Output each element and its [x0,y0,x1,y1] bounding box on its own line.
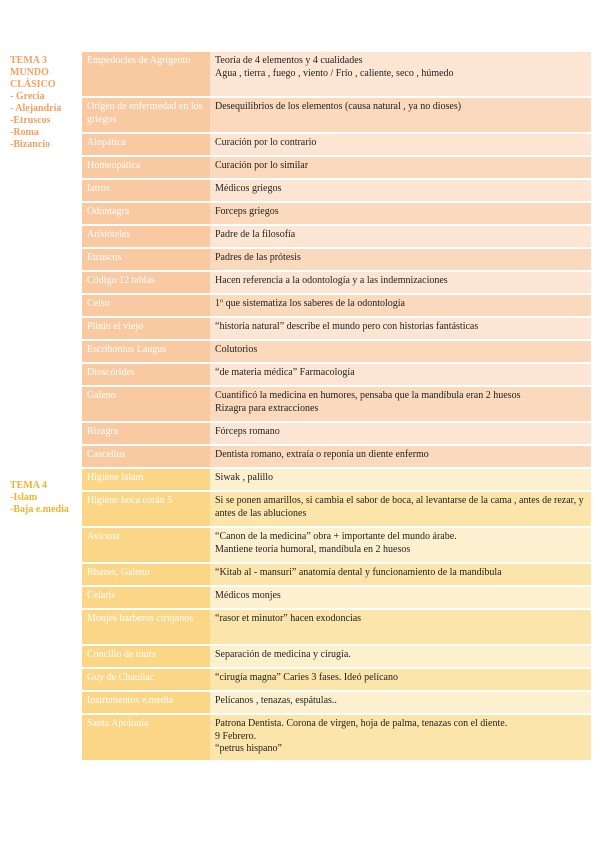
description-cell [210,563,591,586]
table-row [82,609,591,645]
description-line: 9 Febrero. [215,730,257,742]
description-cell [210,363,591,386]
description-line: Siwak , palillo [215,472,274,483]
term-cell: Rizagra [82,422,210,445]
description-cell [210,714,591,760]
term-cell: Empedocles de Agrigento [82,51,210,97]
description-cell [210,340,591,363]
description-line: Separación de medicina y cirugía. [215,649,351,660]
description-line: Si se ponen amarillos, si cambia el sabor de boca, al levantarse de la cama , antes de rezar, y antes de las abluciones [215,495,584,519]
section-3-item: - Grecia [10,91,45,102]
term-cell: Instrumentos e.media [82,691,210,714]
section-4-title: TEMA 4 [10,480,47,491]
description-line: Forceps griegos [215,206,279,217]
table-row [82,202,591,225]
term-cell: Plinio el viejo [82,317,210,340]
section-4-item: -Baja e.media [10,504,69,515]
description-cell [210,668,591,691]
table-row [82,317,591,340]
term-cell: Homeopática [82,156,210,179]
description-cell [210,386,591,422]
description-line: “cirugía magna” Caries 3 fases. Ideó pelícano [215,672,398,683]
description-line: Fórceps romano [215,426,280,437]
term-cell: Cascelius [82,445,210,468]
section-3-item: -Etruscos [10,115,51,126]
term-cell: Código 12 tablas [82,271,210,294]
table-row [82,51,591,97]
table-row [82,468,591,491]
description-line: Colutorios [215,344,258,355]
table-row [82,714,591,760]
description-line: Padres de las prótesis [215,252,301,263]
table-row [82,527,591,563]
term-cell: Dioscórides [82,363,210,386]
term-cell: Celaris [82,586,210,609]
description-line: Teoría de 4 elementos y 4 cualidades [215,55,363,66]
description-cell [210,468,591,491]
description-line: Médicos griegos [215,183,282,194]
table-row [82,691,591,714]
section-3-item: -Bizancio [10,139,50,150]
description-line: Cuantificó la medicina en humores, pensaba que la mandíbula eran 2 huesos [215,390,521,401]
table-row [82,179,591,202]
description-line: “historia natural” describe el mundo pero con historias fantásticas [215,321,479,332]
term-cell: Odontagra [82,202,210,225]
description-line: Mantiene teoría humoral, mandíbula en 2 huesos [215,543,411,555]
section-3-title: TEMA 3 [10,55,47,66]
table-row [82,97,591,133]
description-cell [210,691,591,714]
description-line: “Canon de la medicina” obra + importante del mundo árabe. [215,531,457,542]
description-cell [210,51,591,97]
table-row [82,563,591,586]
table-row [82,156,591,179]
term-cell: Monjes barberos cirujanos [82,609,210,645]
table-row [82,248,591,271]
table-row [82,133,591,156]
description-line: Rizagra para extracciones [215,402,319,414]
table-row [82,668,591,691]
term-cell: Aristóteles [82,225,210,248]
term-cell: Avicena [82,527,210,563]
table-row [82,386,591,422]
table-row [82,294,591,317]
section-3-item: - Alejandría [10,103,62,114]
description-line: Hacen referencia a la odontología y a las indemnizaciones [215,275,448,286]
notes-table [82,50,591,760]
description-cell [210,491,591,527]
table-row [82,491,591,527]
term-cell: Guy de Chauliac [82,668,210,691]
term-cell: Alopática [82,133,210,156]
section-4-label [10,480,82,516]
term-cell: Concilio de tours [82,645,210,668]
term-cell: Galeno [82,386,210,422]
description-cell [210,445,591,468]
description-cell [210,97,591,133]
section-3-subtitle: MUNDO CLÁSICO [10,67,56,90]
description-line: Dentista romano, extraía o reponía un diente enfermo [215,449,429,460]
table-row [82,586,591,609]
table-row [82,645,591,668]
term-cell: Santa Apolonia [82,714,210,760]
description-cell [210,156,591,179]
table-row [82,445,591,468]
term-cell: Celso [82,294,210,317]
description-line: Agua , tierra , fuego , viento / Frío , caliente, seco , húmedo [215,67,454,79]
description-cell [210,422,591,445]
term-cell: Escribonius Laugus [82,340,210,363]
description-line: Padre de la filosofía [215,229,296,240]
table-row [82,422,591,445]
description-line: Médicos monjes [215,590,281,601]
description-line: “de materia médica” Farmacología [215,367,355,378]
notes-table-body [82,51,591,760]
term-cell: Origen de enfermedad en los griegos [82,97,210,133]
term-cell: Higiene Islam [82,468,210,491]
description-cell [210,179,591,202]
description-line: “rasor et minutor” hacen exodoncias [215,613,362,624]
description-line: “petrus hispano” [215,743,282,754]
description-cell [210,609,591,645]
description-cell [210,294,591,317]
section-3-label [10,55,82,151]
description-line: Pelícanos , tenazas, espátulas.. [215,695,337,706]
description-cell [210,527,591,563]
description-line: Curación por lo contrario [215,137,317,148]
section-4-item: -Islam [10,492,38,503]
description-cell [210,133,591,156]
description-cell [210,586,591,609]
term-cell: Iatros [82,179,210,202]
description-cell [210,645,591,668]
description-line: “Kitab al - mansuri” anatomía dental y funcionamiento de la mandíbula [215,567,502,578]
description-line: Patrona Dentista. Corona de virgen, hoja de palma, tenazas con el diente. [215,718,508,729]
description-cell [210,202,591,225]
description-cell [210,248,591,271]
description-line: Desequilibrios de los elementos (causa natural , ya no dioses) [215,101,462,112]
term-cell: Rhazes, Galeno [82,563,210,586]
table-row [82,271,591,294]
description-cell [210,225,591,248]
term-cell: Etruscos [82,248,210,271]
description-line: 1º que sistematiza los saberes de la odontología [215,298,405,309]
table-row [82,225,591,248]
description-cell [210,317,591,340]
section-3-item: -Roma [10,127,39,138]
table-row [82,340,591,363]
description-line: Curación por lo similar [215,160,309,171]
term-cell: Higiene boca corán 5 [82,491,210,527]
description-cell [210,271,591,294]
table-row [82,363,591,386]
